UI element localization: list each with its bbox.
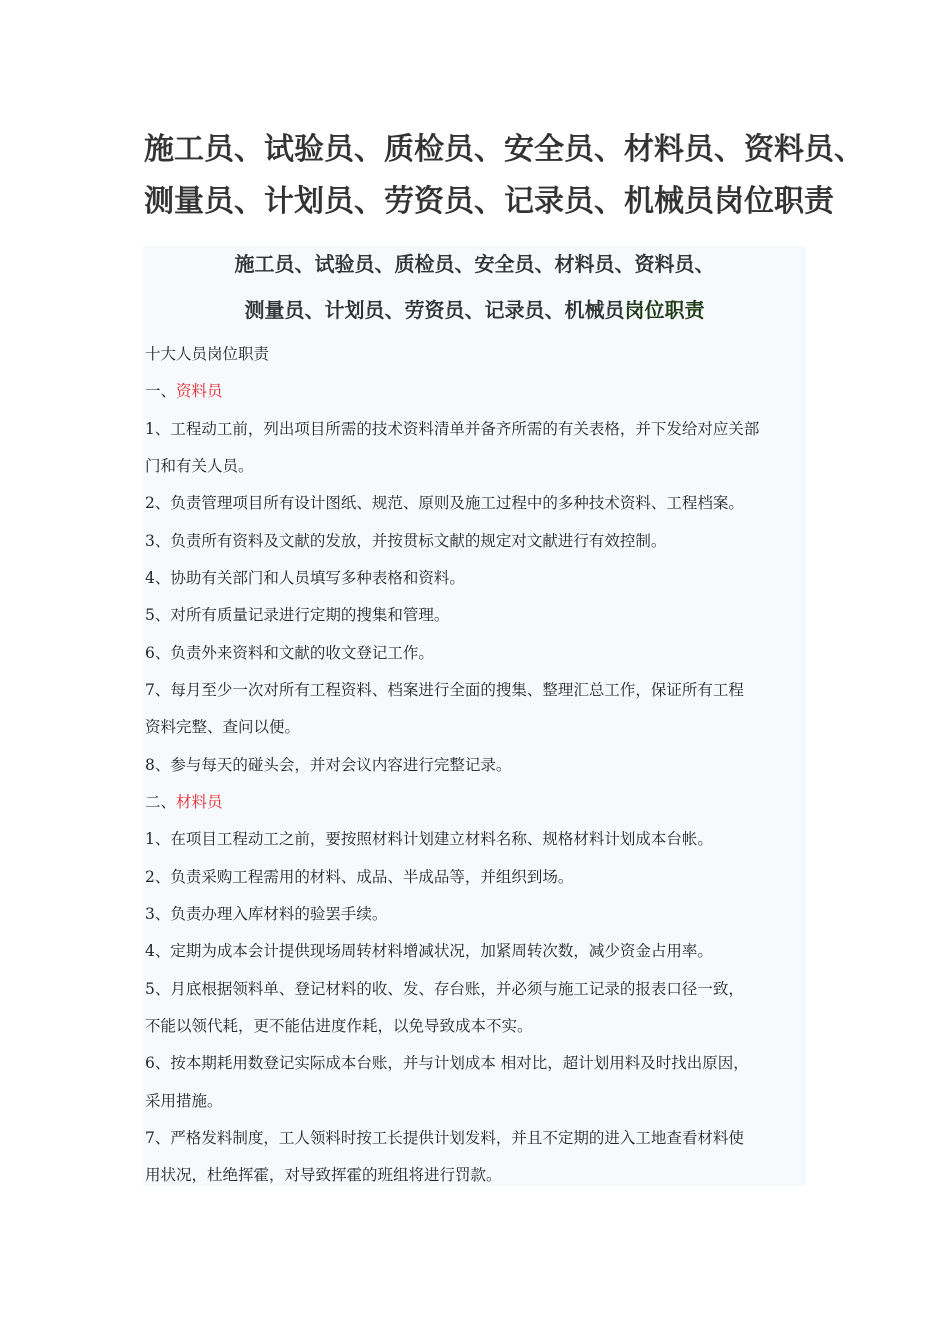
list-item: 2、负责采购工程需用的材料、成品、半成品等，并组织到场。 bbox=[145, 868, 574, 886]
list-item: 采用措施。 bbox=[145, 1092, 223, 1110]
section-name: 材料员 bbox=[176, 793, 223, 811]
list-item: 8、参与每天的碰头会，并对会议内容进行完整记录。 bbox=[145, 756, 512, 774]
section-heading-1 bbox=[145, 381, 223, 401]
subtitle-line-2-text: 测量员、计划员、劳资员、记录员、机械员 bbox=[244, 298, 625, 322]
subtitle-line-1: 施工员、试验员、质检员、安全员、材料员、资料员、 bbox=[234, 252, 715, 276]
list-item: 用状况，杜绝挥霍，对导致挥霍的班组将进行罚款。 bbox=[145, 1166, 502, 1184]
section-heading-2 bbox=[145, 792, 223, 812]
content-panel bbox=[143, 246, 806, 1186]
list-item: 5、月底根据领料单、登记材料的收、发、存台账，并必须与施工记录的报表口径一致， bbox=[145, 980, 744, 998]
list-item: 7、严格发料制度，工人领料时按工长提供计划发料，并且不定期的进入工地查看材料使 bbox=[145, 1129, 744, 1147]
list-item: 4、定期为成本会计提供现场周转材料增减状况，加紧周转次数，减少资金占用率。 bbox=[145, 942, 713, 960]
document-title-line-2: 测量员、计划员、劳资员、记录员、机械员岗位职责 bbox=[144, 184, 834, 219]
section-number: 二、 bbox=[145, 793, 177, 811]
section-name: 资料员 bbox=[176, 382, 223, 400]
list-item: 门和有关人员。 bbox=[145, 457, 254, 475]
list-item: 不能以领代耗，更不能估进度作耗，以免导致成本不实。 bbox=[145, 1017, 533, 1035]
list-item: 3、负责办理入库材料的验罢手续。 bbox=[145, 905, 388, 923]
document-title bbox=[144, 124, 864, 228]
list-item: 1、工程动工前，列出项目所需的技术资料清单并备齐所需的有关表格，并下发给对应关部 bbox=[145, 420, 760, 438]
document-title-line-1: 施工员、试验员、质检员、安全员、材料员、资料员、 bbox=[144, 132, 864, 167]
list-item: 6、按本期耗用数登记实际成本台账，并与计划成本 相对比，超计划用料及时找出原因， bbox=[145, 1054, 749, 1072]
list-item: 1、在项目工程动工之前，要按照材料计划建立材料名称、规格材料计划成本台帐。 bbox=[145, 830, 713, 848]
list-item: 5、对所有质量记录进行定期的搜集和管理。 bbox=[145, 606, 450, 624]
list-item: 3、负责所有资料及文献的发放，并按贯标文献的规定对文献进行有效控制。 bbox=[145, 532, 667, 550]
subtitle-line-2 bbox=[143, 294, 806, 323]
intro-text: 十大人员岗位职责 bbox=[145, 345, 270, 363]
list-item: 资料完整、查问以便。 bbox=[145, 718, 301, 736]
list-item: 2、负责管理项目所有设计图纸、规范、原则及施工过程中的多种技术资料、工程档案。 bbox=[145, 494, 744, 512]
list-item: 6、负责外来资料和文献的收文登记工作。 bbox=[145, 644, 434, 662]
list-item: 7、每月至少一次对所有工程资料、档案进行全面的搜集、整理汇总工作，保证所有工程 bbox=[145, 681, 744, 699]
section-number: 一、 bbox=[145, 382, 177, 400]
subtitle-line-2-accent: 岗位职责 bbox=[624, 298, 705, 322]
list-item: 4、协助有关部门和人员填写多种表格和资料。 bbox=[145, 569, 465, 587]
